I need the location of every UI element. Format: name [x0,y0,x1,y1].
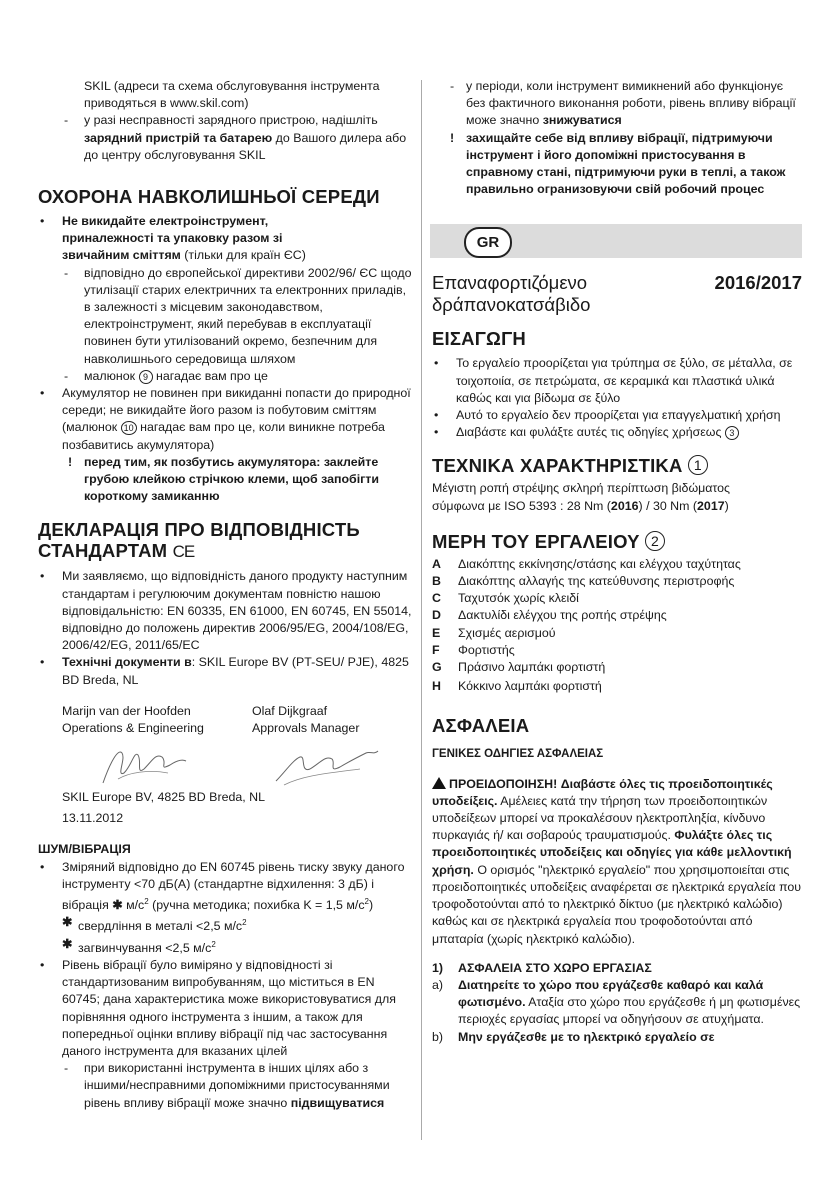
env-sub-directive: - відповідно до європейської директиви 2002/96/ ЄС щодо утилізації старих електричних та електронних приладів, в залежності з місцевим законодавством, електроінструмент, який перебував в експлуатації повинен бути утилізований окремо, безпечним для навколишнього середовища шляхом [64,265,412,366]
safety-warning: ΠΡΟΕΙΔΟΠΟΙΗΣΗ! Διαβάστε όλες τις προειδοποιητικές υποδείξεις. Αμέλειες κατά την τήρηση των προειδοποιητικών υποδείξεων μπορεί να προκαλέσουν ηλεκτροπληξία, κίνδυνο πυρκαγιάς ή/ και σοβαρούς τραυματισμούς. Φυλάξτε όλες τις προειδοποιητικές υποδείξεις και οδηγίες για κάθε μελλοντική χρήση. Ο ορισμός "ηλεκτρικό εργαλείο" που χρησιμοποιείται στις προειδοποιητικές υποδείξεις αναφέρεται σε ηλεκτρικά εργαλεία που τροφοδοτούνται από το ηλεκτρικό δίκτυο (με ηλεκτρικό καλώδιο) καθώς και σε ηλεκτρικά εργαλεία που τροφοδοτούνται από μπαταρία (χωρίς ηλεκτρικό καλώδιο). [432,776,802,946]
part-row: B Διακόπτης αλλαγής της κατεύθυνσης περιστροφής [432,574,735,589]
intro-item-3: • Διαβάστε και φυλάξτε αυτές τις οδηγίες χρήσεως 3 [432,424,802,441]
section-1a: a) Διατηρείτε το χώρο που εργάζεσθε καθαρό και καλά φωτισμένο. Αταξία στο χώρο που εργάζεσθε ή μη φωτισμένες περιοχές εργασίας μπορεί να οδηγήσουν σε ατυχήματα. [432,977,801,1027]
tech-heading: ΤΕΧΝΙΚΑ ΧΑΡΑΚΤΗΡΙΣΤΙΚΑ 1 [432,455,802,476]
env-item-1: • Не викидайте електроінструмент, приналежності та упаковку разом зі звичайним сміттям (тільки для країн ЄС) [40,214,306,263]
noise-sub-increase: - при використанні інструмента в інших цілях або з іншими/несправними допоміжними пристосуваннями рівень впливу вібрації може значно підвищуватися [64,1061,390,1110]
env-sub-figure: - малюнок 9 нагадає вам про це [64,368,268,383]
noise-item-2: • Рівень вібрації було виміряно у відповідності зі стандартизованим випробуванням, що міститься в EN 60745; дана характеристика може використовуватися для порівняння одного інструмента з іншим, а також для попередньої оцінки впливу вібрації під час застосування даного інструмента для вказаних цілей [40,957,396,1058]
column-divider [421,80,422,1140]
noise-drilling: ✱ свердління в металі <2,5 $м/с^2$ [62,915,247,934]
company-address: SKIL Europe BV, 4825 BD Breda, NL [62,789,265,804]
declaration-heading: ДЕКЛАРАЦІЯ ПРО ВІДПОВІДНІСТЬ СТАНДАРТАМ CE [38,519,360,562]
figure-10-icon: 10 [121,421,137,435]
left-column [38,78,413,1112]
part-row: G Πράσινο λαμπάκι φορτιστή [432,660,606,675]
signature-1-icon [98,743,188,789]
safety-heading: ΑΣΦΑΛΕΙΑ [432,715,530,737]
declaration-date: 13.11.2012 [62,811,124,826]
warning-icon [432,777,446,789]
vibration-protect: ! захищайте себе від впливу вібрації, підтримуючи інструмент і його допоміжні пристосування в справному стані, підтримуючи руки в теплі, а також правильно огранизовуючи свій робочий процес [450,130,786,197]
figure-9-icon: 9 [139,370,153,384]
general-safety-heading: ΓΕΝΙΚΕΣ ΟΔΗΓΙΕΣ ΑΣΦΑΛΕΙΑΣ [432,748,604,761]
figure-2-icon: 2 [645,531,665,551]
noise-item-1: • Зміряний відповідно до EN 60745 рівень тиску звуку даного інструменту <70 дБ(А) (стандартне відхилення: 3 дБ) і вібрація ✱ $м/с^2$ (ручна методика; похибка K = 1,5 $м/с^2$) [40,859,405,913]
env-item-2: • Акумулятор не повинен при викиданні попасти до природної середи; не викидайте його разом із побутовим сміттям (малюнок 10 нагадає вам про це, коли виникне потреба позбавитись акумулятора) [40,386,411,452]
part-row: D Δακτυλίδι ελέγχου της ροπής στρέψης [432,608,667,623]
intro-item-2: • Αυτό το εργαλείο δεν προορίζεται για επαγγελματική χρήση [434,408,781,423]
intro-heading: ΕΙΣΑΓΩΓΗ [432,328,526,350]
charger-note: - у разі несправності зарядного пристрою, надішліть зарядний пристрій та батарею до Вашого дилера або до центру обслуговування SKIL [64,113,407,162]
vibration-decrease: - у періоди, коли інструмент вимикнений або функціонує без фактичного виконання роботи, рівень впливу вібрації може значно знижуватися [450,79,796,128]
signatures [38,703,413,789]
parts-list [432,556,802,696]
section-work-area: 1) ΑΣΦΑΛΕΙΑ ΣΤΟ ΧΩΡΟ ΕΡΓΑΣΙΑΣ [432,960,652,975]
decl-item-2: • Технічні документи в: SKIL Europe BV (PT-SEU/ PJE), 4825 BD Breda, NL [40,655,409,687]
env-excl: ! перед тим, як позбутись акумулятора: заклейте грубою клейкою стрічкою клеми, щоб запобігти короткому замиканню [68,454,379,504]
figure-3-icon: 3 [725,426,739,440]
signatory-1: Marijn van der Hoofden Operations & Engineering [62,703,204,736]
parts-heading: ΜΕΡΗ ΤΟΥ ΕΡΓΑΛΕΙΟΥ 2 [432,531,802,552]
figure-1-icon: 1 [688,455,708,475]
noise-heading: ШУМ/ВІБРАЦІЯ [38,842,131,857]
part-row: H Κόκκινο λαμπάκι φορτιστή [432,679,602,694]
signatory-2: Olaf Dijkgraaf Approvals Manager [252,703,360,736]
language-bar [430,224,802,258]
intro-item-1: • Το εργαλείο προορίζεται για τρύπημα σε ξύλο, σε μέταλλα, σε τοιχοποιία, σε πετρώματα, σε κεραμικά και πλαστικά υλικά καθώς και για βίδωμα σε ξύλο [434,356,793,405]
environment-heading: ОХОРОНА НАВКОЛИШНЬОЇ СЕРЕДИ [38,186,380,208]
part-row: E Σχισμές αερισμού [432,625,556,640]
language-badge: GR [464,227,512,258]
product-title: Επαναφορτιζόμενο δράπανοκατσάβιδο 2016/2017 [432,272,802,316]
tech-text: Μέγιστη ροπή στρέψης σκληρή περίπτωση βιδώματος σύμφωνα με ISO 5393 : 28 Nm (2016) / 30 Nm (2017) [432,481,731,513]
ce-mark-icon: CE [172,542,195,562]
product-model: 2016/2017 [714,272,802,294]
noise-screwdriving: ✱ загвинчування <2,5 $м/с^2$ [62,936,216,955]
part-row: C Ταχυτσόκ χωρίς κλειδί [432,591,579,606]
part-row: A Διακόπτης εκκίνησης/στάσης και ελέγχου ταχύτητας [432,556,741,571]
service-address: SKIL (адреси та схема обслуговування інструмента приводяться в www.skil.com) [84,79,380,111]
right-column [432,78,802,1046]
part-row: F Φορτιστής [432,642,515,657]
decl-item-1: • Ми заявляємо, що відповідність даного продукту наступним стандартам і регулюючим документам повністю нашою відповідальністю: EN 60335, EN 61000, EN 60745, EN 55014, відповідно до положень директив 2006/95/EG, 2004/108/EG, 2006/42/EG, 2011/65/EC [40,569,412,653]
section-1b: b) Μην εργάζεσθε με το ηλεκτρικό εργαλείο σε [432,1029,715,1044]
signature-2-icon [270,743,380,789]
